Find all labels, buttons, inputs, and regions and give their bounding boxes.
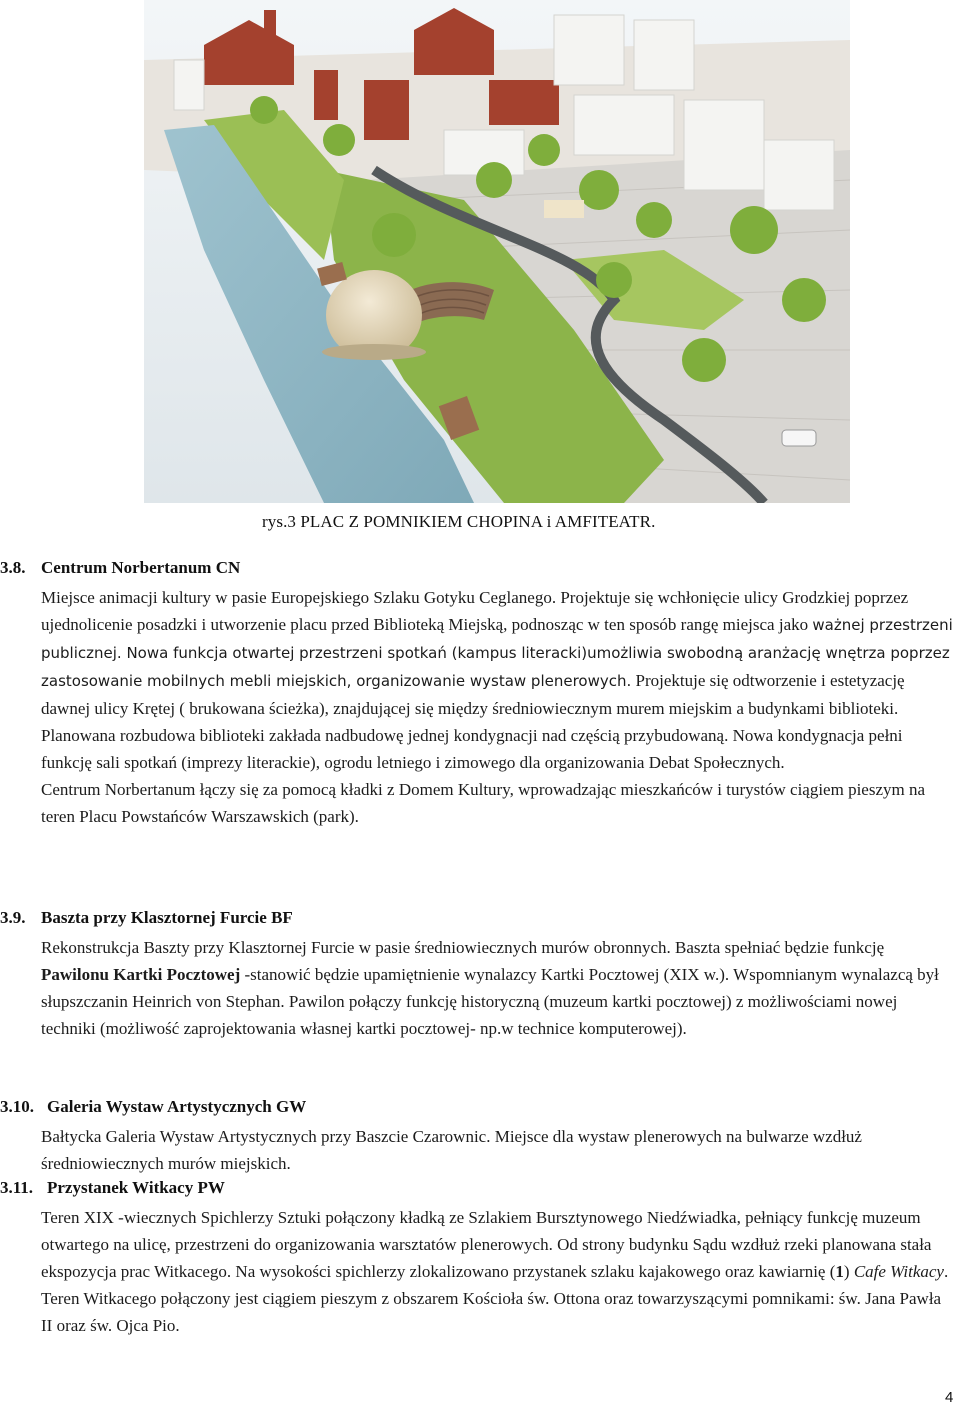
text-run-bold: Pawilonu Kartki Pocztowej [41, 965, 241, 984]
section-title: Przystanek Witkacy PW [47, 1178, 225, 1197]
text-run: Miejsce animacji kultury w pasie Europejskiego Szlaku Gotyku Ceglanego. Projektuje się wchłonięcie ulicy Grodzkiej poprzez ujednolicenie posadzki i utworzenie placu przed Biblioteką Miejską, podnosząc w ten sposób rangę miejsca jako [41, 588, 909, 634]
text-run: Rekonstrukcja Baszty przy Klasztornej Furcie w pasie średniowiecznych murów obronnych. Baszta spełniać będzie funkcję [41, 938, 885, 957]
figure-caption: rys.3 PLAC Z POMNIKIEM CHOPINA i AMFITEATR. [262, 512, 656, 531]
site-rendering-image [144, 0, 850, 503]
text-run-bold: 1 [835, 1262, 844, 1281]
rendering-illustration [144, 0, 850, 503]
text-run: ważnej przestrzeni publicznej. Nowa funkcja otwartej przestrzeni spotkań (kampus literacki)umożliwia swobodną aranżację wnętrza poprzez zastosowanie mobilnych mebli miejskich, organizowanie wystaw plenerowych. [41, 616, 953, 690]
section-heading-3-9 [0, 908, 293, 928]
section-heading-3-8 [0, 558, 240, 578]
text-run: ) [843, 1262, 854, 1281]
section-number: 3.9. [0, 908, 26, 927]
section-title: Baszta przy Klasztornej Furcie BF [41, 908, 293, 927]
paragraph [41, 1204, 953, 1339]
text-run-italic: Cafe Witkacy [853, 1262, 944, 1281]
section-body-3-10 [41, 1123, 953, 1177]
section-heading-3-10 [0, 1097, 306, 1117]
text-run: Projektuje się odtworzenie i estetyzację dawnej ulicy Krętej ( brukowana ścieżka), znajdującej się między średniowiecznym murem miejskim a budynkami biblioteki. Planowana rozbudowa biblioteki zakłada nadbudowę jednej kondygnacji nad częścią przybudowaną. Nowa kondygnacja pełni funkcję sali spotkań (imprezy literackie), ogrodu letniego i zimowego dla organizowania Debat Społecznych. [41, 671, 905, 772]
section-body-3-9 [41, 934, 953, 1042]
section-heading-3-11 [0, 1178, 225, 1198]
section-body-3-11 [41, 1204, 953, 1339]
section-number: 3.8. [0, 558, 26, 577]
text-run: Teren XIX -wiecznych Spichlerzy Sztuki połączony kładką ze Szlakiem Bursztynowego Niedźwiadka, pełniący funkcję muzeum otwartego na ulicę, przestrzeni do organizowania warsztatów plenerowych. Od strony budynku Sądu wzdłuż rzeki planowana stała ekspozycja prac Witkacego. Na wysokości spichlerzy zlokalizowano przystanek szlaku kajakowego oraz kawiarnię ( [41, 1208, 932, 1281]
paragraph: Centrum Norbertanum łączy się za pomocą kładki z Domem Kultury, wprowadzając mieszkańców i turystów ciągiem pieszym na teren Placu Powstańców Warszawskich (park). [41, 780, 926, 826]
paragraph [41, 934, 953, 1042]
section-title: Centrum Norbertanum CN [41, 558, 241, 577]
section-number: 3.10. [0, 1097, 34, 1116]
section-body-3-8 [41, 584, 953, 830]
paragraph: Bałtycka Galeria Wystaw Artystycznych przy Baszcie Czarownic. Miejsce dla wystaw plenerowych na bulwarze wzdłuż średniowiecznych murów miejskich. [41, 1127, 862, 1173]
paragraph [41, 584, 953, 776]
section-title: Galeria Wystaw Artystycznych GW [47, 1097, 307, 1116]
section-number: 3.11. [0, 1178, 34, 1197]
page-number: 4 [945, 1389, 954, 1406]
text-run: . Teren Witkacego połączony jest ciągiem pieszym z obszarem Kościoła św. Ottona oraz towarzyszącymi pomnikami: św. Jana Pawła II oraz św. Ojca Pio. [41, 1262, 949, 1335]
text-run: -stanowić będzie upamiętnienie wynalazcy Kartki Pocztowej (XIX w.). Wspomnianym wynalazcą był słupszczanin Heinrich von Stephan. Pawilon połączy funkcję historyczną (muzeum kartki pocztowej) z możliwościami nowej techniki (możliwość zaprojektowania własnej kartki pocztowej- np.w technice komputerowej). [41, 965, 939, 1038]
